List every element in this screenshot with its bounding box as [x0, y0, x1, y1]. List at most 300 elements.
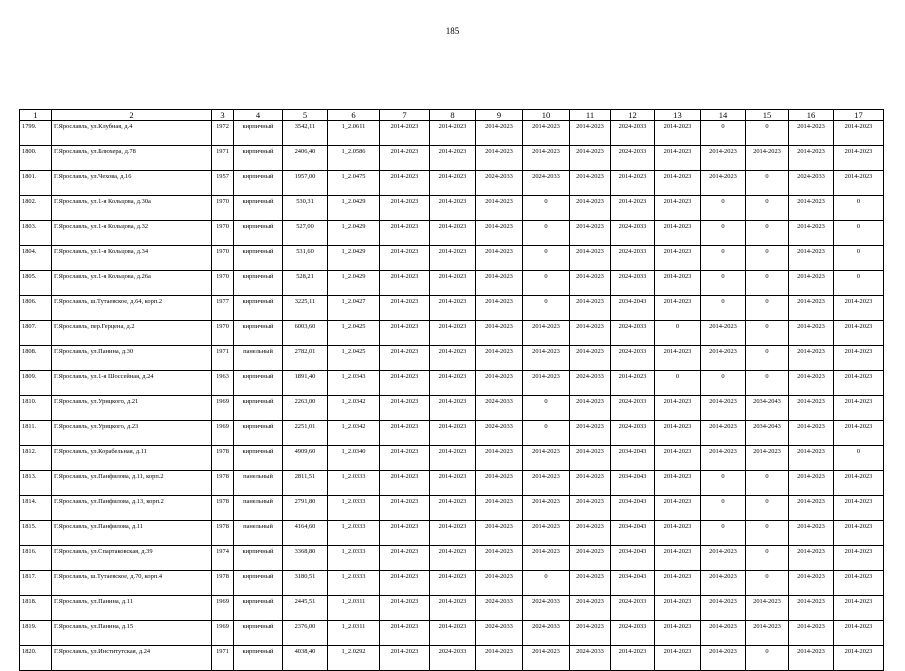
table-cell: 2014-2023 — [570, 496, 611, 521]
table-cell: 1806. — [20, 296, 52, 321]
table-row — [20, 246, 884, 271]
table-cell: 2014-2023 — [655, 296, 701, 321]
table-cell: 2014-2023 — [570, 396, 611, 421]
table-cell: 0 — [523, 271, 570, 296]
table-cell: 2014-2023 — [834, 296, 884, 321]
table-cell: 1819. — [20, 621, 52, 646]
table-cell: 1_2.0340 — [328, 446, 380, 471]
table-cell: 1970 — [212, 271, 234, 296]
table-cell: 2014-2023 — [476, 346, 523, 371]
table-cell: 2014-2023 — [655, 546, 701, 571]
table-cell: 2014-2023 — [380, 296, 430, 321]
table-cell: 4909,60 — [283, 446, 328, 471]
table-cell: 2014-2023 — [523, 321, 570, 346]
table-cell: 2014-2023 — [430, 421, 476, 446]
column-number-header: 8 — [430, 110, 476, 121]
table-cell: 1_2.0586 — [328, 146, 380, 171]
table-cell: 1810. — [20, 396, 52, 421]
table-row — [20, 496, 884, 521]
table-cell: 2014-2023 — [476, 571, 523, 596]
table-cell: 1969 — [212, 621, 234, 646]
table-cell: 0 — [834, 271, 884, 296]
column-number-header: 9 — [476, 110, 523, 121]
table-cell: панельный — [234, 346, 283, 371]
table-cell: 0 — [523, 296, 570, 321]
table-cell: 2014-2023 — [834, 396, 884, 421]
table-cell: 1_2.0333 — [328, 496, 380, 521]
table-cell: 2014-2023 — [570, 621, 611, 646]
table-cell: кирпичный — [234, 246, 283, 271]
table-cell: 2014-2023 — [570, 171, 611, 196]
table-cell: панельный — [234, 471, 283, 496]
column-number-header: 5 — [283, 110, 328, 121]
table-cell: кирпичный — [234, 371, 283, 396]
table-cell: Г.Ярославль, ул.1-я Кольцова, д.26а — [52, 271, 212, 296]
table-cell: 0 — [523, 246, 570, 271]
table-cell: 1812. — [20, 446, 52, 471]
table-cell: 0 — [746, 346, 789, 371]
table-cell: 0 — [655, 371, 701, 396]
table-cell: 1801. — [20, 171, 52, 196]
table-cell: кирпичный — [234, 146, 283, 171]
table-cell: 0 — [746, 646, 789, 671]
table-cell: 2024-2033 — [476, 396, 523, 421]
table-cell: 2024-2033 — [611, 346, 655, 371]
table-cell: 2014-2023 — [746, 621, 789, 646]
table-cell: 2014-2023 — [476, 296, 523, 321]
table-cell: 2024-2033 — [430, 646, 476, 671]
table-cell: 2014-2023 — [380, 646, 430, 671]
table-cell: 528,21 — [283, 271, 328, 296]
table-cell: 1970 — [212, 321, 234, 346]
table-cell: 2014-2023 — [476, 521, 523, 546]
table-cell: 2014-2023 — [834, 571, 884, 596]
table-cell: 2024-2033 — [611, 221, 655, 246]
table-cell: 0 — [701, 471, 746, 496]
table-cell: кирпичный — [234, 621, 283, 646]
table-cell: 0 — [701, 221, 746, 246]
table-cell: 2014-2023 — [570, 271, 611, 296]
table-cell: 2014-2023 — [570, 596, 611, 621]
table-cell: 2034-2043 — [611, 546, 655, 571]
table-cell: 2014-2023 — [789, 371, 834, 396]
table-cell: 2014-2023 — [380, 496, 430, 521]
table-row — [20, 371, 884, 396]
table-cell: 1969 — [212, 396, 234, 421]
table-cell: 2014-2023 — [834, 646, 884, 671]
table-row — [20, 471, 884, 496]
table-row — [20, 421, 884, 446]
table-cell: 3225,11 — [283, 296, 328, 321]
table-cell: 0 — [746, 121, 789, 146]
table-cell: 2014-2023 — [789, 396, 834, 421]
table-cell: 1803. — [20, 221, 52, 246]
table-cell: 2014-2023 — [789, 121, 834, 146]
table-row — [20, 121, 884, 146]
table-cell: 2014-2023 — [476, 646, 523, 671]
table-row — [20, 596, 884, 621]
table-cell: Г.Ярославль, ул.1-я Кольцова, д.30а — [52, 196, 212, 221]
table-cell: кирпичный — [234, 596, 283, 621]
table-cell: 2014-2023 — [380, 271, 430, 296]
table-cell: 4038,40 — [283, 646, 328, 671]
table-cell: 1_2.0333 — [328, 521, 380, 546]
table-cell: 2024-2033 — [476, 596, 523, 621]
table-cell: 3180,51 — [283, 571, 328, 596]
column-number-header: 2 — [52, 110, 212, 121]
table-cell: 4164,60 — [283, 521, 328, 546]
table-cell: 2014-2023 — [430, 321, 476, 346]
table-cell: 2014-2023 — [523, 371, 570, 396]
table-cell: 2014-2023 — [476, 221, 523, 246]
table-cell: 1805. — [20, 271, 52, 296]
table-cell: Г.Ярославль, ул.Панфилова, д.13, корп.2 — [52, 496, 212, 521]
column-number-row — [20, 110, 884, 121]
table-cell: 2014-2023 — [789, 221, 834, 246]
table-cell: 0 — [834, 196, 884, 221]
table-cell: 2014-2023 — [476, 146, 523, 171]
column-number-header: 6 — [328, 110, 380, 121]
table-cell: 2014-2023 — [789, 546, 834, 571]
table-cell: 2014-2023 — [476, 471, 523, 496]
table-cell: 0 — [701, 246, 746, 271]
table-cell: 2014-2023 — [430, 521, 476, 546]
table-cell: 2263,00 — [283, 396, 328, 421]
table-cell: 1_2.0425 — [328, 321, 380, 346]
table-cell: 0 — [701, 371, 746, 396]
table-cell: 2014-2023 — [655, 146, 701, 171]
table-cell: 2034-2043 — [611, 446, 655, 471]
table-cell: 1977 — [212, 296, 234, 321]
table-cell: 1957 — [212, 171, 234, 196]
table-cell: 2014-2023 — [476, 196, 523, 221]
table-cell: 2014-2023 — [701, 346, 746, 371]
table-cell: 2014-2023 — [701, 546, 746, 571]
table-cell: 1_2.0342 — [328, 396, 380, 421]
table-cell: 1_2.0425 — [328, 346, 380, 371]
table-cell: 2014-2023 — [523, 496, 570, 521]
table-cell: 2014-2023 — [655, 271, 701, 296]
table-cell: Г.Ярославль, ул.Панина, д.11 — [52, 596, 212, 621]
table-cell: 2014-2023 — [701, 146, 746, 171]
table-cell: 1_2.0429 — [328, 271, 380, 296]
table-cell: Г.Ярославль, ул.Панфилова, д.11, корп.2 — [52, 471, 212, 496]
table-cell: 2014-2023 — [701, 396, 746, 421]
table-cell: 2014-2023 — [789, 571, 834, 596]
table-cell: кирпичный — [234, 171, 283, 196]
table-cell: 1_2.0333 — [328, 546, 380, 571]
table-cell: 1807. — [20, 321, 52, 346]
table-cell: 0 — [523, 421, 570, 446]
table-cell: 2014-2023 — [476, 446, 523, 471]
table-cell: 2014-2023 — [476, 246, 523, 271]
table-cell: 2811,51 — [283, 471, 328, 496]
table-cell: Г.Ярославль, ул.Урицкого, д.23 — [52, 421, 212, 446]
table-cell: 0 — [746, 196, 789, 221]
table-cell: 2014-2023 — [655, 346, 701, 371]
table-cell: 2024-2033 — [611, 271, 655, 296]
table-cell: 2014-2023 — [834, 621, 884, 646]
table-cell: 0 — [746, 521, 789, 546]
column-number-header: 4 — [234, 110, 283, 121]
table-cell: 2014-2023 — [655, 571, 701, 596]
table-cell: 1_2.0311 — [328, 621, 380, 646]
table-cell: 2014-2023 — [570, 446, 611, 471]
table-cell: 2014-2023 — [523, 446, 570, 471]
housing-repair-table — [19, 109, 884, 671]
table-cell: 1_2.0343 — [328, 371, 380, 396]
table-row — [20, 221, 884, 246]
table-cell: 2014-2023 — [430, 296, 476, 321]
table-cell: кирпичный — [234, 396, 283, 421]
table-cell: 2014-2023 — [789, 496, 834, 521]
table-cell: 2014-2023 — [380, 321, 430, 346]
table-cell: 2034-2043 — [611, 521, 655, 546]
table-cell: 1_2.0429 — [328, 246, 380, 271]
table-cell: 2014-2023 — [701, 621, 746, 646]
table-cell: 2014-2023 — [701, 321, 746, 346]
table-cell: 2014-2023 — [430, 396, 476, 421]
table-cell: 2014-2023 — [570, 321, 611, 346]
table-cell: 2014-2023 — [655, 396, 701, 421]
table-cell: 0 — [701, 121, 746, 146]
column-number-header: 15 — [746, 110, 789, 121]
table-cell: 2014-2023 — [476, 546, 523, 571]
table-cell: 1817. — [20, 571, 52, 596]
table-cell: 2014-2023 — [380, 396, 430, 421]
table-cell: 3368,80 — [283, 546, 328, 571]
table-cell: 2014-2023 — [570, 121, 611, 146]
table-cell: 1971 — [212, 146, 234, 171]
table-cell: 2251,01 — [283, 421, 328, 446]
column-number-header: 14 — [701, 110, 746, 121]
table-cell: 2014-2023 — [701, 571, 746, 596]
table-row — [20, 621, 884, 646]
table-cell: 2024-2033 — [611, 621, 655, 646]
table-cell: 1_2.0333 — [328, 571, 380, 596]
table-cell: 2034-2043 — [746, 396, 789, 421]
table-cell: 2014-2023 — [834, 346, 884, 371]
table-cell: 0 — [834, 221, 884, 246]
table-cell: 2014-2023 — [834, 421, 884, 446]
table-cell: 2014-2023 — [570, 421, 611, 446]
table-cell: 1970 — [212, 221, 234, 246]
table-cell: 2014-2023 — [523, 521, 570, 546]
table-cell: 0 — [746, 371, 789, 396]
table-cell: 1811. — [20, 421, 52, 446]
table-cell: 0 — [746, 246, 789, 271]
table-cell: 2014-2023 — [570, 296, 611, 321]
table-cell: Г.Ярославль, ш.Тутаевское, д.64, корп.2 — [52, 296, 212, 321]
table-cell: 2014-2023 — [380, 221, 430, 246]
table-cell: 2024-2033 — [611, 246, 655, 271]
table-cell: 2014-2023 — [570, 246, 611, 271]
table-cell: 1_2.0427 — [328, 296, 380, 321]
table-cell: 1_2.0333 — [328, 471, 380, 496]
column-number-header: 16 — [789, 110, 834, 121]
table-cell: кирпичный — [234, 121, 283, 146]
table-cell: 2014-2023 — [611, 196, 655, 221]
table-row — [20, 646, 884, 671]
table-cell: 530,31 — [283, 196, 328, 221]
table-cell: 2014-2023 — [380, 571, 430, 596]
table-cell: 2014-2023 — [570, 221, 611, 246]
table-cell: 2014-2023 — [476, 496, 523, 521]
table-cell: 1969 — [212, 596, 234, 621]
table-cell: 2034-2043 — [611, 471, 655, 496]
table-cell: 2014-2023 — [789, 196, 834, 221]
table-cell: кирпичный — [234, 446, 283, 471]
table-cell: 0 — [746, 271, 789, 296]
table-cell: 2024-2033 — [611, 596, 655, 621]
table-cell: 2014-2023 — [380, 521, 430, 546]
table-cell: 2014-2023 — [789, 446, 834, 471]
table-cell: 1802. — [20, 196, 52, 221]
table-cell: 2024-2033 — [611, 146, 655, 171]
table-cell: 2024-2033 — [476, 621, 523, 646]
table-cell: 0 — [746, 296, 789, 321]
table-cell: 2014-2023 — [611, 171, 655, 196]
table-cell: 2014-2023 — [380, 546, 430, 571]
table-cell: 531,60 — [283, 246, 328, 271]
table-cell: Г.Ярославль, ул.1-я Кольцова, д.34 — [52, 246, 212, 271]
table-cell: 2024-2033 — [570, 371, 611, 396]
table-cell: 2014-2023 — [430, 496, 476, 521]
table-cell: 2014-2023 — [655, 221, 701, 246]
table-cell: 2034-2043 — [746, 421, 789, 446]
table-cell: Г.Ярославль, ул.1-я Кольцова, д.32 — [52, 221, 212, 246]
table-cell: 0 — [834, 246, 884, 271]
table-cell: 0 — [746, 321, 789, 346]
table-cell: 1813. — [20, 471, 52, 496]
table-cell: Г.Ярославль, ул.Панфилова, д.11 — [52, 521, 212, 546]
table-cell: 1_2.0611 — [328, 121, 380, 146]
table-cell: 1891,40 — [283, 371, 328, 396]
table-cell: 2014-2023 — [430, 246, 476, 271]
table-cell: 0 — [834, 446, 884, 471]
table-cell: кирпичный — [234, 421, 283, 446]
table-row — [20, 546, 884, 571]
table-cell: 2014-2023 — [430, 596, 476, 621]
table-cell: 2014-2023 — [655, 446, 701, 471]
table-cell: 2014-2023 — [380, 246, 430, 271]
table-cell: 2014-2023 — [380, 446, 430, 471]
table-cell: 2034-2043 — [611, 496, 655, 521]
table-cell: 2014-2023 — [789, 421, 834, 446]
table-cell: Г.Ярославль, пер.Герцена, д.2 — [52, 321, 212, 346]
table-cell: 1804. — [20, 246, 52, 271]
table-cell: 2014-2023 — [701, 171, 746, 196]
table-cell: 2024-2033 — [611, 321, 655, 346]
table-cell: 2014-2023 — [523, 346, 570, 371]
table-cell: 1_2.0311 — [328, 596, 380, 621]
table-cell: 3542,11 — [283, 121, 328, 146]
table-cell: 1970 — [212, 246, 234, 271]
table-cell: 2014-2023 — [834, 121, 884, 146]
table-cell: 2014-2023 — [570, 571, 611, 596]
table-cell: 1816. — [20, 546, 52, 571]
table-cell: панельный — [234, 496, 283, 521]
table-cell: 2014-2023 — [380, 121, 430, 146]
table-cell: 2014-2023 — [570, 146, 611, 171]
table-cell: 2014-2023 — [834, 496, 884, 521]
table-cell: 2014-2023 — [655, 246, 701, 271]
table-cell: 2014-2023 — [655, 496, 701, 521]
table-cell: 1_2.0429 — [328, 196, 380, 221]
table-cell: 2014-2023 — [430, 446, 476, 471]
table-cell: 2024-2033 — [611, 421, 655, 446]
table-cell: 2014-2023 — [570, 471, 611, 496]
table-cell: 0 — [701, 296, 746, 321]
table-cell: 2014-2023 — [523, 121, 570, 146]
column-number-header: 17 — [834, 110, 884, 121]
table-cell: 2014-2023 — [430, 271, 476, 296]
table-cell: 2024-2033 — [476, 171, 523, 196]
table-cell: 2014-2023 — [380, 146, 430, 171]
table-row — [20, 296, 884, 321]
table-cell: 2014-2023 — [655, 196, 701, 221]
table-cell: 2024-2033 — [611, 396, 655, 421]
table-cell: 2014-2023 — [570, 521, 611, 546]
table-cell: 2014-2023 — [834, 371, 884, 396]
table-cell: кирпичный — [234, 221, 283, 246]
table-cell: 2014-2023 — [523, 646, 570, 671]
table-cell: Г.Ярославль, ул.Блюхера, д.78 — [52, 146, 212, 171]
table-cell: Г.Ярославль, ул.Панина, д.30 — [52, 346, 212, 371]
column-number-header: 13 — [655, 110, 701, 121]
table-cell: 2376,00 — [283, 621, 328, 646]
table-cell: 2034-2043 — [611, 571, 655, 596]
table-cell: 527,00 — [283, 221, 328, 246]
table-cell: 2406,40 — [283, 146, 328, 171]
table-cell: 1978 — [212, 571, 234, 596]
table-cell: 2014-2023 — [789, 646, 834, 671]
table-cell: 2014-2023 — [746, 596, 789, 621]
table-cell: 2445,51 — [283, 596, 328, 621]
table-cell: 2014-2023 — [380, 171, 430, 196]
table-cell: 1799. — [20, 121, 52, 146]
table-cell: кирпичный — [234, 546, 283, 571]
table-cell: 2014-2023 — [655, 121, 701, 146]
table-cell: 1814. — [20, 496, 52, 521]
table-cell: 2014-2023 — [789, 521, 834, 546]
table-cell: 2014-2023 — [380, 421, 430, 446]
table-cell: 0 — [746, 471, 789, 496]
table-cell: 2014-2023 — [746, 446, 789, 471]
table-cell: 2791,80 — [283, 496, 328, 521]
table-row — [20, 396, 884, 421]
table-cell: 2014-2023 — [430, 546, 476, 571]
table-cell: Г.Ярославль, ул.Корабельная, д.11 — [52, 446, 212, 471]
column-number-header: 11 — [570, 110, 611, 121]
table-cell: 2014-2023 — [789, 596, 834, 621]
table-cell: 1969 — [212, 421, 234, 446]
table-cell: 1978 — [212, 521, 234, 546]
table-cell: 2014-2023 — [380, 371, 430, 396]
table-cell: 2024-2033 — [789, 171, 834, 196]
table-cell: 0 — [523, 571, 570, 596]
table-cell: 2014-2023 — [430, 571, 476, 596]
table-cell: 2014-2023 — [834, 321, 884, 346]
table-cell: Г.Ярославль, ул.Чехова, д.16 — [52, 171, 212, 196]
table-cell: 2014-2023 — [701, 446, 746, 471]
table-cell: 2014-2023 — [655, 471, 701, 496]
table-cell: 6003,60 — [283, 321, 328, 346]
table-cell: 2014-2023 — [789, 321, 834, 346]
table-cell: 1815. — [20, 521, 52, 546]
table-cell: 1970 — [212, 196, 234, 221]
table-cell: 2014-2023 — [655, 596, 701, 621]
